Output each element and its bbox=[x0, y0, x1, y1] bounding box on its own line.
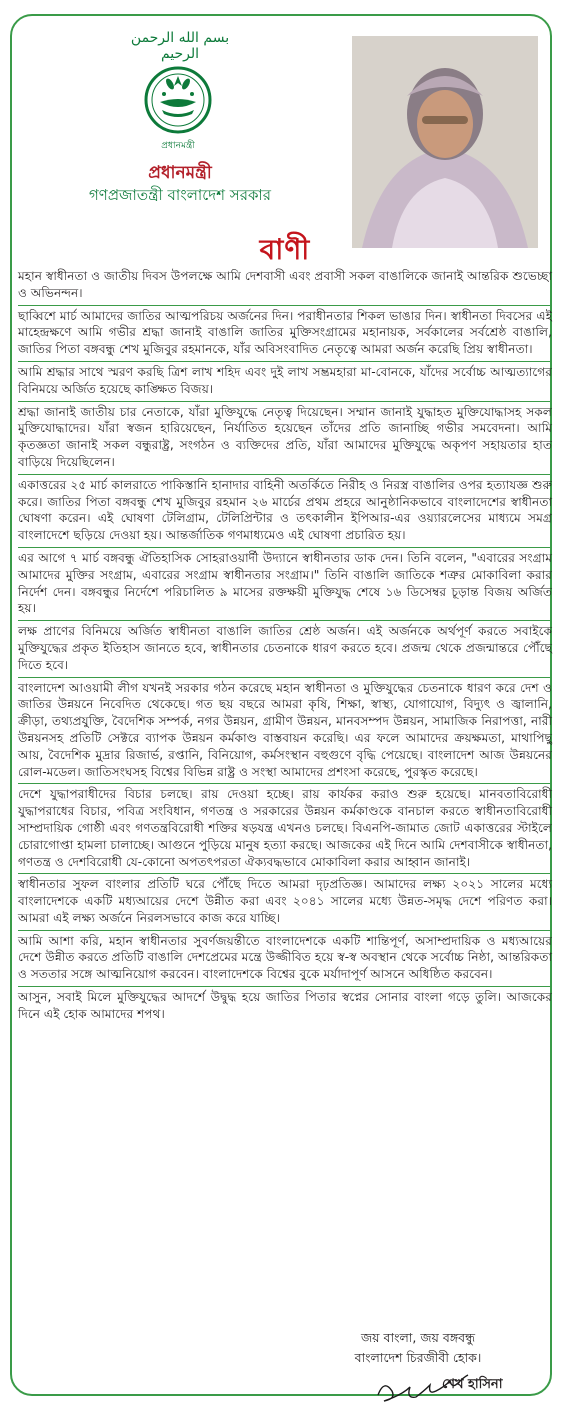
calligraphy-header: بسم الله الرحمن الرحيم bbox=[130, 30, 230, 62]
signatory-name: শেখ হাসিনা bbox=[442, 1377, 503, 1392]
office-title: প্রধানমন্ত্রী bbox=[148, 163, 212, 183]
paragraph: মহান স্বাধীনতা ও জাতীয় দিবস উপলক্ষে আমি দেশবাসী এবং প্রবাসী সকল বাঙালিকে জানাই আন্তরিক শুভেচ্ছা ও অভিনন্দন। bbox=[18, 268, 552, 306]
government-emblem bbox=[130, 58, 226, 154]
portrait-photo bbox=[352, 36, 538, 248]
emblem-label: প্রধানমন্ত্রী bbox=[161, 141, 195, 151]
closing-slogans bbox=[318, 1328, 518, 1368]
paragraph: আমি আশা করি, মহান স্বাধীনতার সুবর্ণজয়ন্তীতে বাংলাদেশকে একটি শান্তিপূর্ণ, অসাম্প্রদায়িক ও মধ্যআয়ের দেশে উন্নীত করতে প্রতিটি বাঙালি দেশপ্রেমের মন্ত্রে উজ্জীবিত হয়ে স্ব-স্ব অবস্থান থেকে সর্বোচ্চ নিষ্ঠা, আন্তরিকতা ও সততার সঙ্গে আত্মনিয়োগ করবেন। বাংলাদেশকে বিশ্বের বুকে মর্যাদাপূর্ণ আসনে অধিষ্ঠিত করবেন। bbox=[18, 933, 552, 987]
government-name: গণপ্রজাতন্ত্রী বাংলাদেশ সরকার bbox=[88, 186, 272, 204]
closing-line: বাংলাদেশ চিরজীবী হোক। bbox=[354, 1350, 482, 1365]
closing-line: জয় বাংলা, জয় বঙ্গবন্ধু bbox=[361, 1330, 475, 1345]
paragraph: আমি শ্রদ্ধার সাথে স্মরণ করছি ত্রিশ লাখ শহিদ এবং দুই লাখ সম্ভ্রমহারা মা-বোনকে, যাঁদের সর্বোচ্চ আত্মত্যাগের বিনিময়ে অর্জিত হয়েছে কাঙ্ক্ষিত বিজয়। bbox=[18, 364, 552, 402]
paragraph: ছাব্বিশে মার্চ আমাদের জাতির আত্মপরিচয় অর্জনের দিন। পরাধীনতার শিকল ভাঙার দিন। স্বাধীনতা দিবসের এই মাহেন্দ্রক্ষণে আমি গভীর শ্রদ্ধা জানাই বাঙালি জাতির মুক্তিসংগ্রামের মহানায়ক, সর্বকালের সর্বশ্রেষ্ঠ বাঙালি, জাতির পিতা বঙ্গবন্ধু শেখ মুজিবুর রহমানকে, যাঁর অবিসংবাদিত নেতৃত্বে আমরা অর্জন করেছি প্রিয় স্বাধীনতা। bbox=[18, 308, 552, 362]
paragraph: আসুন, সবাই মিলে মুক্তিযুদ্ধের আদর্শে উদ্বুদ্ধ হয়ে জাতির পিতার স্বপ্নের সোনার বাংলা গড়ে তুলি। আজকের দিনে এই হোক আমাদের শপথ। bbox=[18, 990, 552, 1021]
paragraph: শ্রদ্ধা জানাই জাতীয় চার নেতাকে, যাঁরা মুক্তিযুদ্ধে নেতৃত্ব দিয়েছেন। সম্মান জানাই যুদ্ধাহত মুক্তিযোদ্ধাসহ সকল মুক্তিযোদ্ধাদের। যাঁরা স্বজন হারিয়েছেন, নির্যাতিত হয়েছেন তাঁদের প্রতি জানাচ্ছি গভীর সমবেদনা। আমি কৃতজ্ঞতা জানাই সকল বন্ধুরাষ্ট্র, সংগঠন ও ব্যক্তিদের প্রতি, যাঁরা আমাদের মুক্তিযুদ্ধে অকৃপণ সহায়তার হাত বাড়িয়ে দিয়েছিলেন। bbox=[18, 404, 552, 475]
paragraph: দেশে যুদ্ধাপরাধীদের বিচার চলছে। রায় দেওয়া হচ্ছে। রায় কার্যকর করাও শুরু হয়েছে। মানবতাবিরোধী যুদ্ধাপরাধের বিচার, পবিত্র সংবিধান, গণতন্ত্র ও সরকারের উন্নয়ন কর্মকাণ্ডকে বানচাল করতে স্বাধীনতাবিরোধী সাম্প্রদায়িক গোষ্ঠী এবং গণতন্ত্রবিরোধী শক্তির ষড়যন্ত্র এখনও চলছে। বিএনপি-জামাত জোট একাত্তরের স্টাইলে চোরাগোপ্তা হামলা চালাচ্ছে। আগুনে পুড়িয়ে মানুষ হত্যা করছে। আজকের এই দিনে আমি দেশবাসীকে স্বাধীনতা, গণতন্ত্র ও দেশবিরোধী যে-কোনো অপতৎপরতা ঐক্যবদ্ধভাবে মোকাবিলা করার আহ্বান জানাই। bbox=[18, 786, 552, 874]
paragraph: এর আগে ৭ মার্চ বঙ্গবন্ধু ঐতিহাসিক সোহরাওয়ার্দী উদ্যানে স্বাধীনতার ডাক দেন। তিনি বলেন, "এবারের সংগ্রাম আমাদের মুক্তির সংগ্রাম, এবারের সংগ্রাম স্বাধীনতার সংগ্রাম।" তিনি বাঙালি জাতিকে শত্রুর মোকাবিলা করার নির্দেশ দেন। বঙ্গবন্ধুর নির্দেশে পরিচালিত ৯ মাসের রক্তক্ষয়ী মুক্তিযুদ্ধ শেষে ১৬ ডিসেম্বর চূড়ান্ত বিজয় অর্জিত হয়। bbox=[18, 550, 552, 621]
paragraph: বাংলাদেশ আওয়ামী লীগ যখনই সরকার গঠন করেছে মহান স্বাধীনতা ও মুক্তিযুদ্ধের চেতনাকে ধারণ করে দেশ ও জাতির উন্নয়নে নিবেদিত থেকেছে। গত ছয় বছরে আমরা কৃষি, শিক্ষা, স্বাস্থ্য, যোগাযোগ, বিদ্যুৎ ও জ্বালানি, ক্রীড়া, তথ্যপ্রযুক্তি, বৈদেশিক সম্পর্ক, নগর উন্নয়ন, গ্রামীণ উন্নয়ন, মানবসম্পদ উন্নয়ন, সামাজিক নিরাপত্তা, নারী উন্নয়নসহ প্রতিটি সেক্টরে ব্যাপক উন্নয়ন কর্মকাণ্ড বাস্তবায়ন করেছি। এর ফলে আমাদের ক্রয়ক্ষমতা, মাথাপিছু আয়, বৈদেশিক মুদ্রার রিজার্ভ, রপ্তানি, বিনিয়োগ, কর্মসংস্থান বহুগুণে বৃদ্ধি পেয়েছে। বাংলাদেশ আজ উন্নয়নের রোল-মডেল। জাতিসংঘসহ বিশ্বের বিভিন্ন রাষ্ট্র ও সংস্থা আমাদের প্রশংসা করেছে, পুরস্কৃত করেছে। bbox=[18, 680, 552, 785]
paragraph: একাত্তরের ২৫ মার্চ কালরাতে পাকিস্তানি হানাদার বাহিনী অতর্কিতে নিরীহ ও নিরস্ত্র বাঙালির ওপর হত্যাযজ্ঞ শুরু করে। জাতির পিতা বঙ্গবন্ধু শেখ মুজিবুর রহমান ২৬ মার্চের প্রথম প্রহরে আনুষ্ঠানিকভাবে বাংলাদেশের স্বাধীনতা ঘোষণা করেন। এই ঘোষণা টেলিগ্রাম, টেলিপ্রিন্টার ও তৎকালীন ইপিআর-এর ওয়্যারলেসের মাধ্যমে সমগ্র বাংলাদেশে ছড়িয়ে দেওয়া হয়। আন্তর্জাতিক গণমাধ্যমেও এই ঘোষণা প্রচারিত হয়। bbox=[18, 477, 552, 548]
paragraph: লক্ষ প্রাণের বিনিময়ে অর্জিত স্বাধীনতা বাঙালি জাতির শ্রেষ্ঠ অর্জন। এই অর্জনকে অর্থপূর্ণ করতে সবাইকে মুক্তিযুদ্ধের প্রকৃত ইতিহাস জানতে হবে, স্বাধীনতার চেতনাকে ধারণ করতে হবে। প্রজন্ম থেকে প্রজন্মান্তরে পৌঁছে দিতে হবে। bbox=[18, 623, 552, 677]
paragraph: স্বাধীনতার সুফল বাংলার প্রতিটি ঘরে পৌঁছে দিতে আমরা দৃঢ়প্রতিজ্ঞ। আমাদের লক্ষ্য ২০২১ সালের মধ্যে বাংলাদেশকে একটি মধ্যআয়ের দেশে উন্নীত করা এবং ২০৪১ সালের মধ্যে উন্নত-সমৃদ্ধ দেশে পরিণত করা। আমরা এই লক্ষ্য অর্জনে নিরলসভাবে কাজ করে যাচ্ছি। bbox=[18, 876, 552, 930]
page-title: বাণী bbox=[259, 233, 311, 266]
message-body bbox=[18, 268, 552, 1028]
